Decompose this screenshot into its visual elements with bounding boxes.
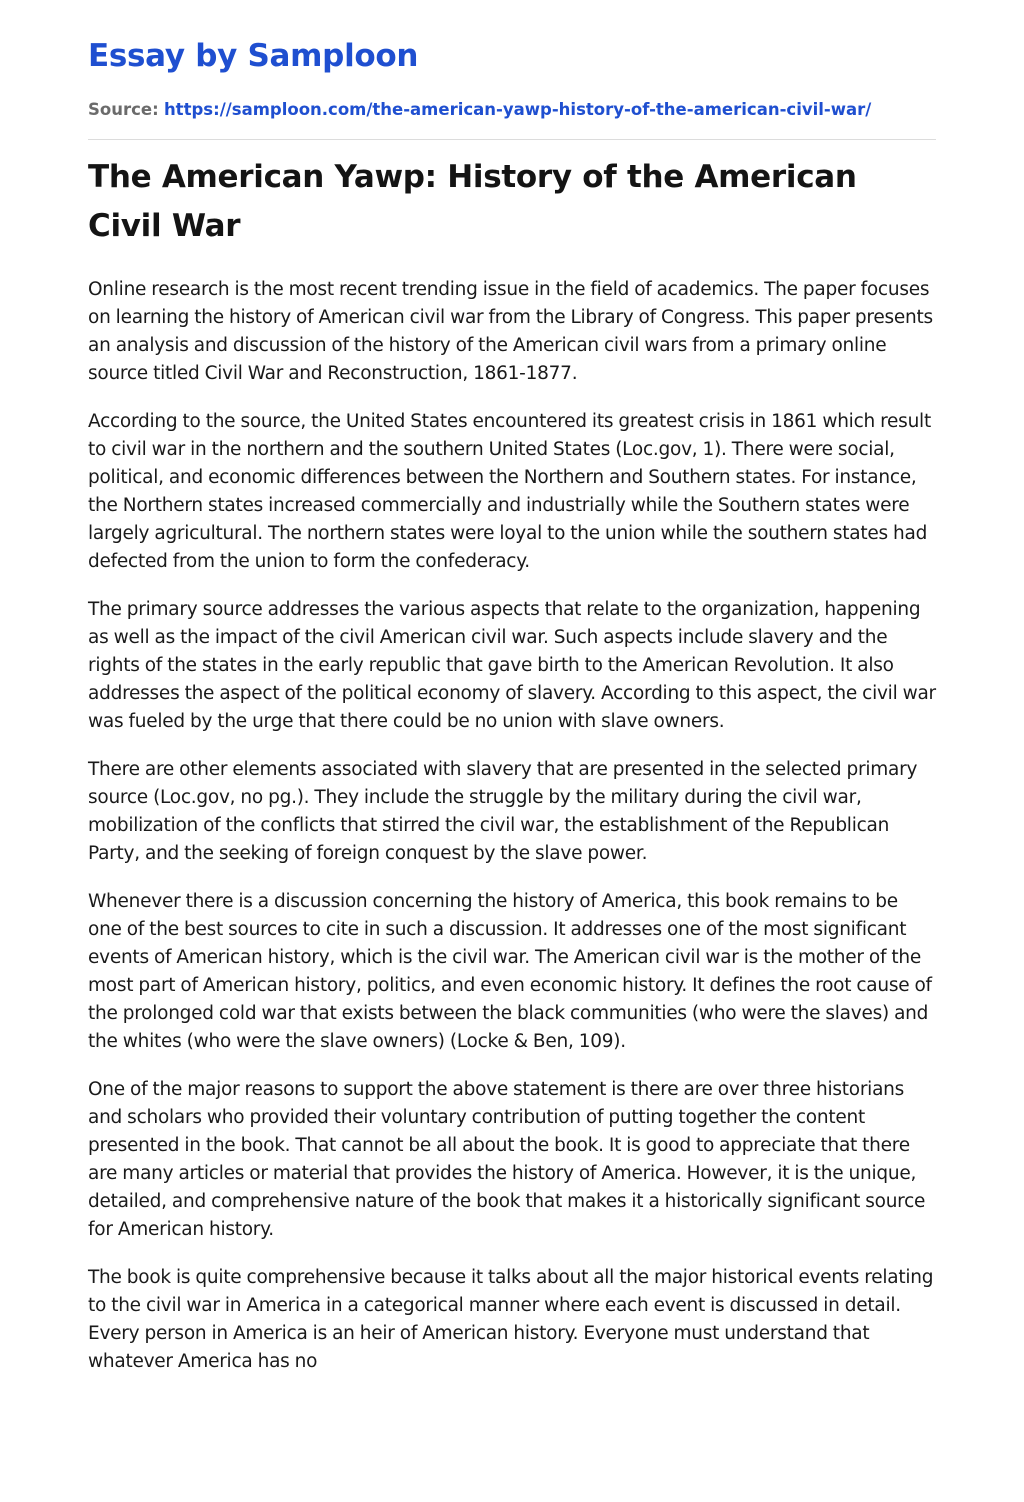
paragraph: Whenever there is a discussion concerning the history of America, this book remains to be one of the best sources to cite in such a discussion. It addresses one of the most significant events of American history, which is the civil war. The American civil war is the mother of the most part of American history, politics, and even economic history. It defines the root cause of the prolonged cold war that exists between the black communities (who were the slaves) and the whites (who were the slave owners) (Locke & Ben, 109).: [88, 891, 932, 1052]
source-line: [88, 98, 936, 122]
paragraph: According to the source, the United States encountered its greatest crisis in 1861 which result to civil war in the northern and the southern United States (Loc.gov, 1). There were social, political, and economic differences between the Northern and Southern states. For instance, the Northern states increased commercially and industrially while the Southern states were largely agricultural. The northern states were loyal to the union while the southern states had defected from the union to form the confederacy.: [88, 411, 931, 572]
brand-title[interactable]: Essay by Samploon: [88, 38, 419, 74]
header-divider: [88, 139, 936, 140]
paragraph: One of the major reasons to support the above statement is there are over three historians and scholars who provided their voluntary contribution of putting together the content presented in the book. That cannot be all about the book. It is good to appreciate that there are many articles or material that provides the history of America. However, it is the unique, detailed, and comprehensive nature of the book that makes it a historically significant source for American history.: [88, 1079, 926, 1240]
essay-page: [88, 0, 936, 1396]
article-body: [88, 276, 936, 1376]
article-title: The American Yawp: History of the American Civil War: [88, 159, 857, 244]
paragraph: The primary source addresses the various aspects that relate to the organization, happening as well as the impact of the civil American civil war. Such aspects include slavery and the rights of the states in the early republic that gave birth to the American Revolution. It also addresses the aspect of the political economy of slavery. According to this aspect, the civil war was fueled by the urge that there could be no union with slave owners.: [88, 599, 936, 732]
source-label: Source:: [88, 100, 159, 119]
paragraph: Online research is the most recent trending issue in the field of academics. The paper focuses on learning the history of American civil war from the Library of Congress. This paper presents an analysis and discussion of the history of the American civil wars from a primary online source titled Civil War and Reconstruction, 1861-1877.: [88, 279, 933, 384]
paragraph: There are other elements associated with slavery that are presented in the selected primary source (Loc.gov, no pg.). They include the struggle by the military during the civil war, mobilization of the conflicts that stirred the civil war, the establishment of the Republican Party, and the seeking of foreign conquest by the slave power.: [88, 759, 918, 864]
paragraph: The book is quite comprehensive because it talks about all the major historical events relating to the civil war in America in a categorical manner where each event is discussed in detail. Every person in America is an heir of American history. Everyone must understand that whatever America has no: [88, 1267, 934, 1372]
source-link[interactable]: https://samploon.com/the-american-yawp-history-of-the-american-civil-war/: [163, 100, 872, 119]
